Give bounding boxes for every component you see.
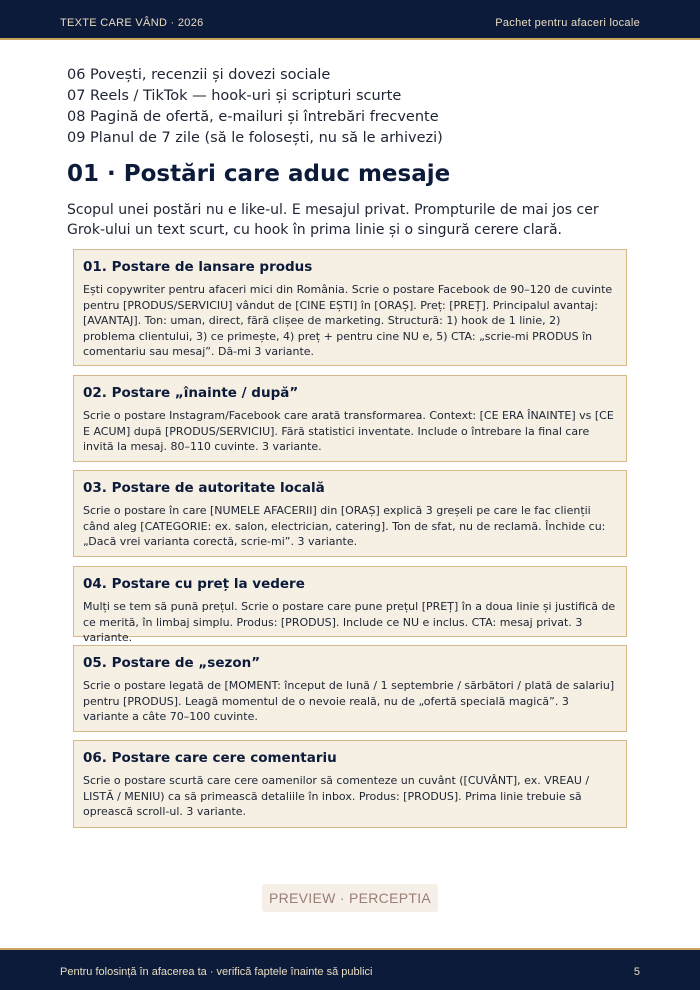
prompt-card-title: 06. Postare care cere comentariu [83,750,337,766]
prompt-card [73,375,627,462]
prompt-card-body: Ești copywriter pentru afaceri mici din România. Scrie o postare Facebook de 90–120 de cuvinte pentru [PRODUS/SERVICIU] vândut de [CINE EȘTI] în [ORAȘ]. Preț: [PREȚ]. Principalul avantaj: [AVANTAJ]. Ton: uman, direct, fără clișee de marketing. Structură: 1) hook de 1 linie, 2) problema clientului, 3) ce primește, 4) preț + pentru cine NU e, 5) CTA: „scrie-mi PRODUS în comentariu sau mesaj”. Dă-mi 3 variante. [83,283,613,358]
preview-watermark: PREVIEW · PERCEPTIA [262,884,438,912]
section-intro: Scopul unei postări nu e like-ul. E mesajul privat. Prompturile de mai jos cer Grok-ului un text scurt, cu hook în prima linie și o singură cerere clară. [67,202,599,238]
prompt-card-title: 01. Postare de lansare produs [83,259,313,275]
header-document-title: TEXTE CARE VÂND · 2026 [60,17,204,29]
prompt-card [73,740,627,828]
page-header [0,0,700,40]
prompt-card-body: Scrie o postare în care [NUMELE AFACERII] din [ORAȘ] explică 3 greșeli pe care le fac clienții când aleg [CATEGORIE: ex. salon, electrician, catering]. Ton de sfat, nu de reclamă. Închide cu: „Dacă vrei varianta corectă, scrie-mi”. 3 variante. [83,504,606,548]
page-footer [0,948,700,990]
footer-disclaimer: Pentru folosință în afacerea ta · verifică faptele înainte să publici [60,966,373,978]
prompt-card-title: 02. Postare „înainte / după” [83,385,299,401]
prompt-card [73,470,627,557]
prompt-card [73,645,627,732]
table-of-contents [67,65,637,149]
toc-item: 08 Pagină de ofertă, e-mailuri și întrebări frecvente [67,109,439,125]
prompt-card-title: 03. Postare de autoritate locală [83,480,325,496]
header-package-name: Pachet pentru afaceri locale [495,17,640,29]
toc-item: 09 Planul de 7 zile (să le folosești, nu să le arhivezi) [67,130,443,146]
prompt-card-title: 04. Postare cu preț la vedere [83,576,305,592]
page-number: 5 [633,966,640,978]
prompt-card [73,249,627,366]
section-title: 01 · Postări care aduc mesaje [67,161,451,187]
prompt-card-body: Scrie o postare legată de [MOMENT: început de lună / 1 septembrie / sărbători / plată de salariu] pentru [PRODUS]. Leagă momentul de o nevoie reală, nu de „ofertă specială magică”. 3 variante a câte 70–100 cuvinte. [83,679,615,723]
toc-item: 06 Povești, recenzii și dovezi sociale [67,67,331,83]
toc-item: 07 Reels / TikTok — hook-uri și scripturi scurte [67,88,402,104]
prompt-card [73,566,627,644]
prompt-card-body: Mulți se tem să pună prețul. Scrie o postare care pune prețul [PREȚ] în a doua linie și justifică de ce merită, în limbaj simplu. Produs: [PRODUS]. Include ce NU e inclus. CTA: mesaj privat. 3 variante. [83,600,616,644]
prompt-card-body: Scrie o postare scurtă care cere oamenilor să comenteze un cuvânt ([CUVÂNT], ex. VREAU / LISTĂ / MENIU) ca să primească detaliile în inbox. Produs: [PRODUS]. Prima linie trebuie să oprească scroll-ul. 3 variante. [83,774,590,818]
prompt-card-body: Scrie o postare Instagram/Facebook care arată transformarea. Context: [CE ERA ÎNAINTE] vs [CE E ACUM] după [PRODUS/SERVICIU]. Fără statistici inventate. Include o întrebare la final care invită la mesaj. 80–110 cuvinte. 3 variante. [83,409,614,453]
prompt-card-title: 05. Postare de „sezon” [83,655,261,671]
